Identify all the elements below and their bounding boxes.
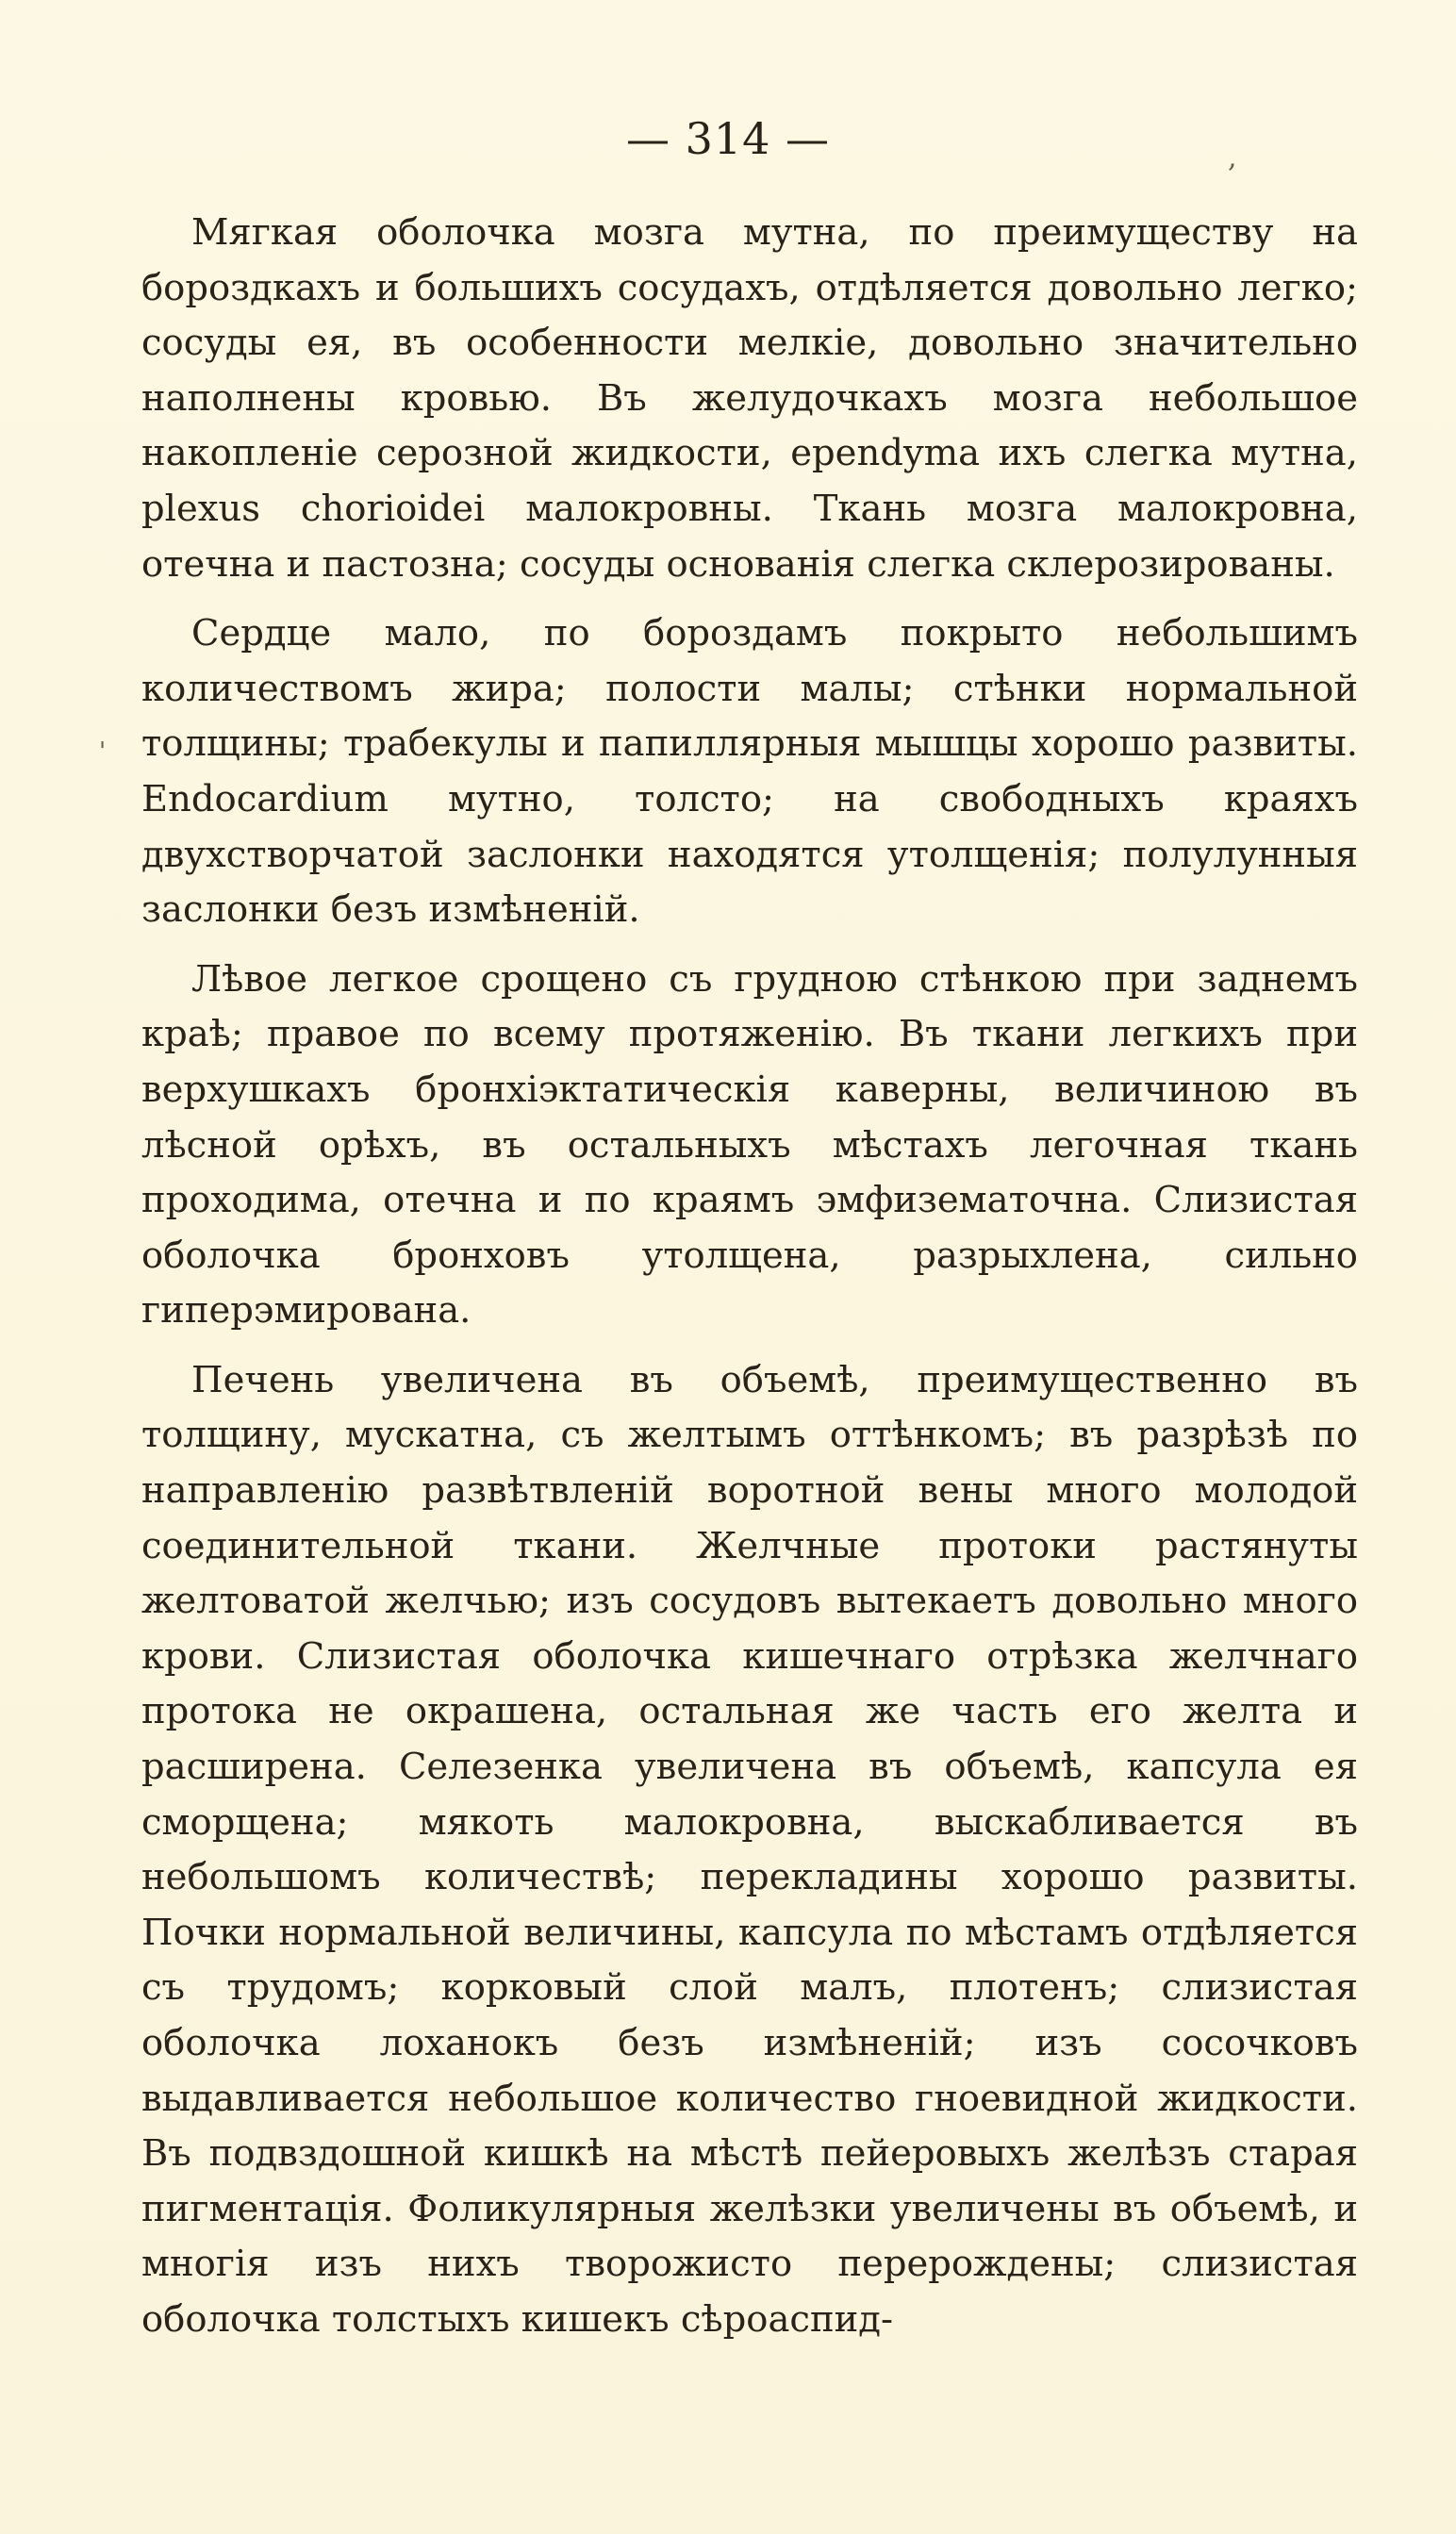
paragraph-lungs: Лѣвое легкое срощено съ грудною стѣнкою при заднемъ краѣ; правое по всему протяженію. Въ ткани легкихъ при верхушкахъ бронхіэктатическія каверны, величиною въ лѣсной орѣхъ, въ остальныхъ мѣстахъ легочная ткань проходима, отечна и по краямъ эмфизематочна. Слизистая оболочка бронховъ утолщена, разрыхлена, сильно гиперэмирована. <box>141 957 1358 1333</box>
ink-speck: ' <box>99 737 107 766</box>
body-text <box>141 206 1358 2348</box>
paragraph-heart: Сердце мало, по бороздамъ покрыто небольшимъ количествомъ жира; полости малы; стѣнки нормальной толщины; трабекулы и папиллярныя мышцы хорошо развиты. Endocardium мутно, толсто; на свободныхъ краяхъ двухстворчатой заслонки находятся утолщенія; полулунныя заслонки безъ измѣненій. <box>141 612 1358 932</box>
page-number: — 314 — <box>625 113 831 164</box>
paragraph-brain: Мягкая оболочка мозга мутна, по преимуществу на бороздкахъ и большихъ сосудахъ, отдѣляется довольно легко; сосуды ея, въ особенности мелкіе, довольно значительно наполнены кровью. Въ желудочкахъ мозга небольшое накопленіе серозной жидкости, ependyma ихъ слегка мутна, plexus chorioidei малокровны. Ткань мозга малокровна, отечна и пастозна; сосуды основанія слегка склерозированы. <box>141 211 1358 586</box>
ink-speck: , <box>1228 141 1237 174</box>
paragraph-abdominal-organs: Печень увеличена въ объемѣ, преимущественно въ толщину, мускатна, съ желтымъ оттѣнкомъ; въ разрѣзѣ по направленію развѣтвленій воротной вены много молодой соединительной ткани. Желчные протоки растянуты желтоватой желчью; изъ сосудовъ вытекаетъ довольно много крови. Слизистая оболочка кишечнаго отрѣзка желчнаго протока не окрашена, остальная же часть его желта и расширена. Селезенка увеличена въ объемѣ, капсула ея сморщена; мякоть малокровна, выскабливается въ небольшомъ количествѣ; перекладины хорошо развиты. Почки нормальной величины, капсула по мѣстамъ отдѣляется съ трудомъ; корковый слой малъ, плотенъ; слизистая оболочка лоханокъ безъ измѣненій; изъ сосочковъ выдавливается небольшое количество гноевидной жидкости. Въ подвздошной кишкѣ на мѣстѣ пейеровыхъ желѣзъ старая пигментація. Фоликулярныя желѣзки увеличены въ объемѣ, и многія изъ нихъ творожисто перерождены; слизистая оболочка толстыхъ кишекъ сѣроаспид- <box>141 1358 1358 2341</box>
